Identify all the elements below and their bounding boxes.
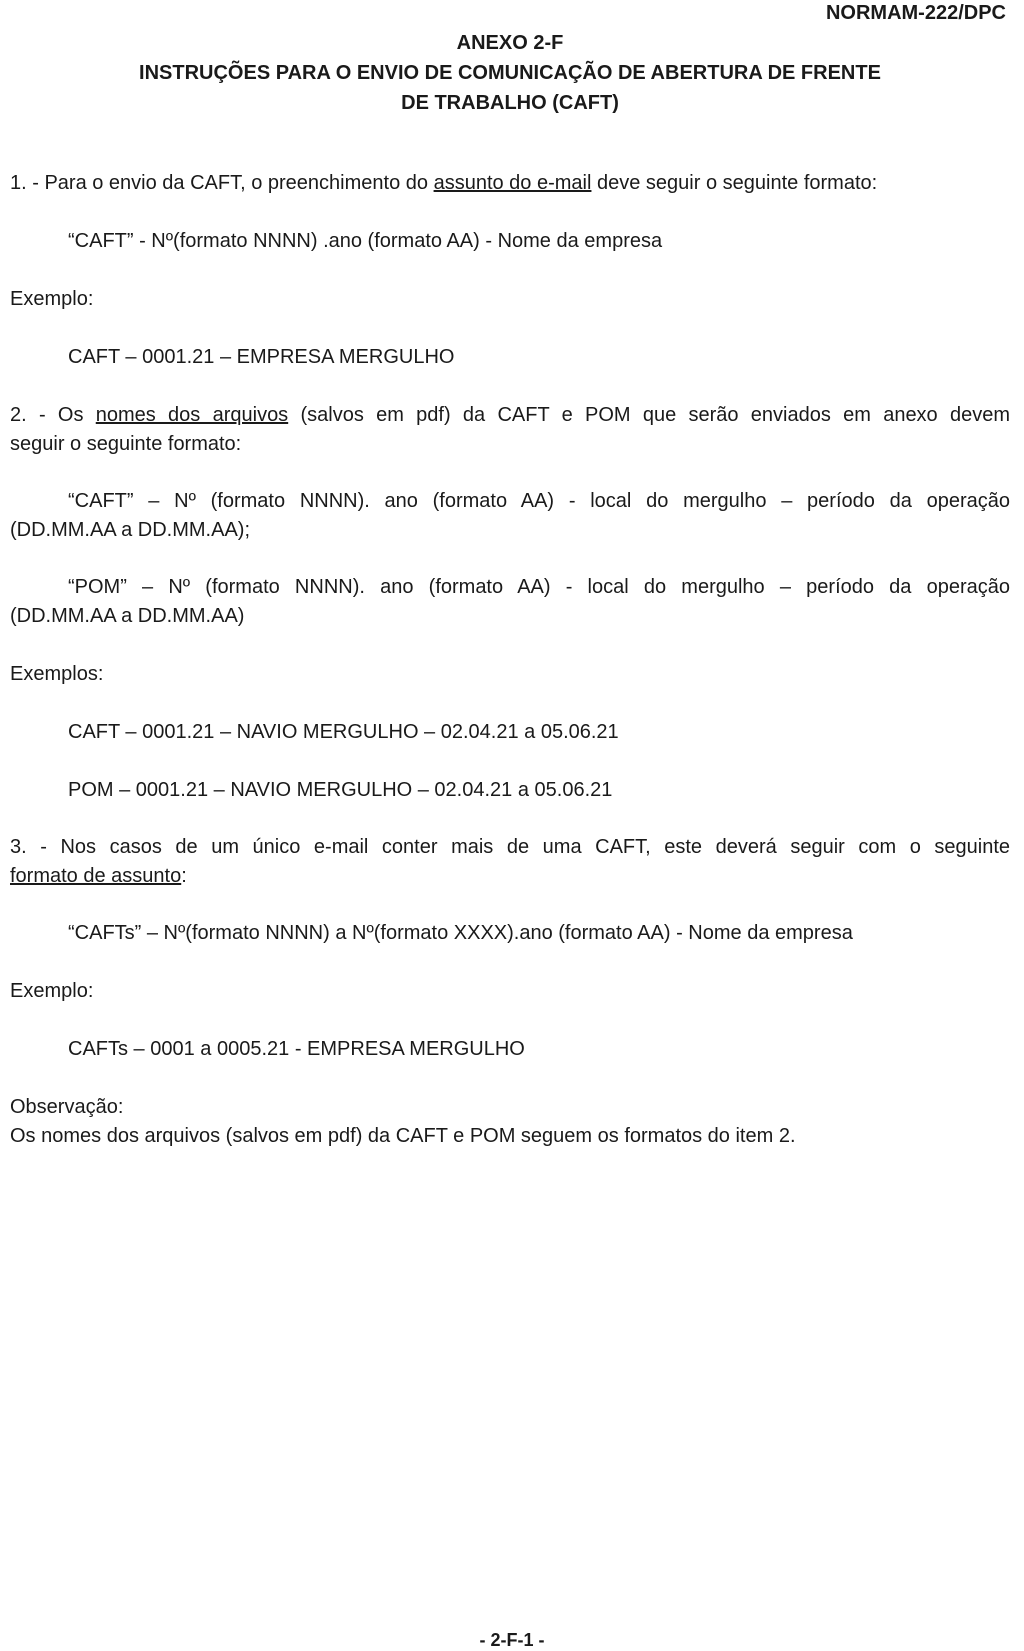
page-title [100, 28, 920, 118]
section-3-paragraph-line-2 [10, 861, 187, 891]
title-line-1: INSTRUÇÕES PARA O ENVIO DE COMUNICAÇÃO DE ABERTURA DE FRENTE [139, 62, 881, 84]
section-2-pom-format-line-1: “POM” – Nº (formato NNNN). ano (formato AA) - local do mergulho – período da operação [68, 576, 1010, 598]
section-3-text-b: : [181, 865, 187, 887]
section-2-pom-format-line-2: (DD.MM.AA a DD.MM.AA) [10, 605, 245, 627]
title-line-2: DE TRABALHO (CAFT) [401, 92, 619, 114]
observation-label: Observação: [10, 1096, 124, 1118]
section-1-format: “CAFT” - Nº(formato NNNN) .ano (formato AA) - Nome da empresa [68, 230, 663, 252]
page-number: - 2-F-1 - [479, 1630, 545, 1650]
section-3-example-label: Exemplo: [10, 980, 94, 1002]
section-2-paragraph-line-2: seguir o seguinte formato: [10, 433, 242, 455]
section-1-text-b: deve seguir o seguinte formato: [591, 172, 878, 194]
section-2-examples-label: Exemplos: [10, 663, 104, 685]
section-1-example-label: Exemplo: [10, 288, 94, 310]
annex-title: ANEXO 2-F [456, 32, 564, 54]
section-3-paragraph-line-1: 3. - Nos casos de um único e-mail conter mais de uma CAFT, este deverá seguir com o seguinte [10, 836, 1010, 858]
section-2-caft-format-line-2: (DD.MM.AA a DD.MM.AA); [10, 519, 251, 541]
section-2-text-a: 2. - Os [10, 404, 96, 426]
observation-text: Os nomes dos arquivos (salvos em pdf) da CAFT e POM seguem os formatos do item 2. [10, 1125, 796, 1147]
section-2-paragraph-line-1 [10, 400, 1010, 430]
section-2-example-2: POM – 0001.21 – NAVIO MERGULHO – 02.04.21 a 05.06.21 [68, 779, 613, 801]
section-2-caft-format-line-1: “CAFT” – Nº (formato NNNN). ano (formato AA) - local do mergulho – período da operação [68, 490, 1010, 512]
section-2-text-b: (salvos em pdf) da CAFT e POM que serão enviados em anexo devem [288, 404, 1010, 426]
section-2-example-1: CAFT – 0001.21 – NAVIO MERGULHO – 02.04.21 a 05.06.21 [68, 721, 619, 743]
section-1-text-a: 1. - Para o envio da CAFT, o preenchimento do [10, 172, 434, 194]
section-3-format: “CAFTs” – Nº(formato NNNN) a Nº(formato XXXX).ano (formato AA) - Nome da empresa [68, 922, 853, 944]
section-2-underlined: nomes dos arquivos [95, 404, 289, 426]
section-1-underlined: assunto do e-mail [433, 172, 592, 194]
section-1-example: CAFT – 0001.21 – EMPRESA MERGULHO [68, 346, 455, 368]
section-1-paragraph [10, 168, 877, 198]
section-3-underlined: formato de assunto [10, 865, 182, 887]
document-reference: NORMAM-222/DPC [825, 2, 1006, 24]
section-3-example: CAFTs – 0001 a 0005.21 - EMPRESA MERGULHO [68, 1038, 525, 1060]
